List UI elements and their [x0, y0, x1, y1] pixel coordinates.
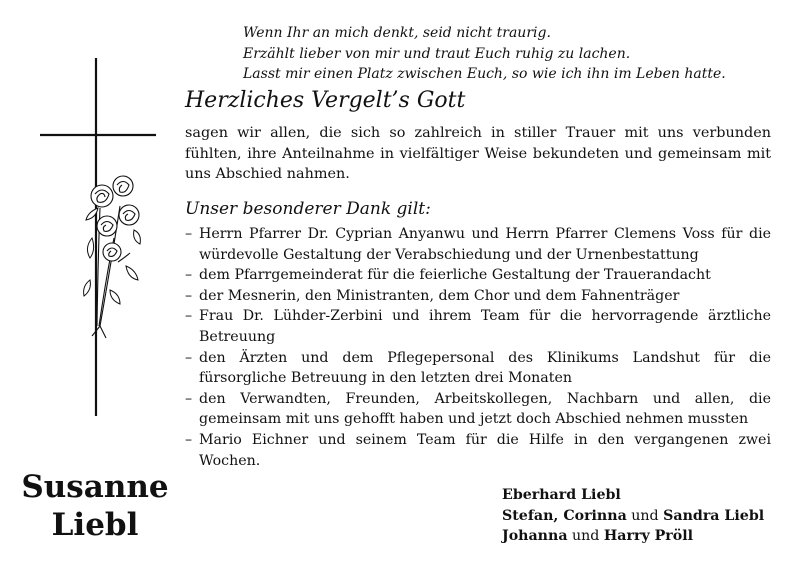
list-item-text: dem Pfarrgemeinderat für die feierliche Gestaltung der Trauerandacht	[199, 267, 711, 284]
list-item	[185, 306, 771, 347]
list-item-text: den Ärzten und dem Pflegepersonal des Klinikums Landshut für die fürsorgliche Betreuung in den letzten drei Monaten	[199, 349, 771, 387]
dash-bullet: –	[185, 308, 193, 325]
dash-bullet: –	[185, 431, 193, 448]
list-item	[185, 286, 771, 307]
poem-line: Lasst mir einen Platz zwischen Euch, so wie ich ihn im Leben hatte.	[243, 66, 726, 82]
list-item-text: den Verwandten, Freunden, Arbeitskollegen, Nachbarn und allen, die gemeinsam mit uns gehofft haben und jetzt doch Abschied nehmen mussten	[199, 390, 771, 428]
dash-bullet: –	[185, 287, 193, 304]
conjunction: und	[626, 507, 664, 524]
deceased-name	[20, 468, 170, 544]
poem	[243, 23, 773, 85]
signer-name: Sandra Liebl	[663, 507, 765, 524]
thanks-list	[185, 224, 771, 471]
signer-name: Eberhard Liebl	[502, 487, 621, 503]
list-item	[185, 430, 771, 471]
deceased-last-name: Liebl	[51, 507, 139, 543]
signer-name: Harry Pröll	[603, 528, 694, 544]
list-item-text: Frau Dr. Lühder-Zerbini und ihrem Team für die hervorragende ärztliche Betreuung	[199, 308, 771, 345]
cross-with-roses-icon	[40, 58, 160, 418]
poem-line: Erzählt lieber von mir und traut Euch ruhig zu lachen.	[243, 45, 631, 62]
signer-name: Stefan, Corinna	[502, 507, 627, 524]
list-item	[185, 265, 771, 286]
signer-name: Johanna	[502, 528, 568, 544]
special-thanks-heading: Unser besonderer Dank gilt:	[185, 199, 431, 219]
signer-line	[502, 526, 764, 547]
dash-bullet: –	[185, 349, 193, 366]
dash-bullet: –	[185, 390, 193, 407]
list-item	[185, 389, 771, 430]
poem-line: Wenn Ihr an mich denkt, seid nicht traurig.	[243, 25, 551, 41]
list-item	[185, 348, 771, 389]
list-item-text: Herrn Pfarrer Dr. Cyprian Anyanwu und Herrn Pfarrer Clemens Voss für die würdevolle Gestaltung der Verabschiedung und der Urnenbestattung	[199, 226, 771, 263]
signers-block	[502, 485, 764, 547]
list-item-text: Mario Eichner und seinem Team für die Hilfe in den vergangenen zwei Wochen.	[199, 431, 771, 469]
dash-bullet: –	[185, 267, 193, 284]
conjunction: und	[567, 528, 604, 544]
signer-line	[502, 506, 764, 527]
deceased-first-name: Susanne	[21, 469, 169, 505]
intro-text: sagen wir allen, die sich so zahlreich in stiller Trauer mit uns verbunden fühlten, ihre Anteilnahme in vielfältiger Weise bekundeten und gemeinsam mit uns Abschied nahmen.	[185, 125, 771, 183]
thanks-heading: Herzliches Vergelt’s Gott	[185, 88, 466, 113]
signer-line	[502, 485, 764, 506]
list-item	[185, 224, 771, 265]
dash-bullet: –	[185, 226, 193, 242]
list-item-text: der Mesnerin, den Ministranten, dem Chor und dem Fahnenträger	[199, 287, 680, 304]
